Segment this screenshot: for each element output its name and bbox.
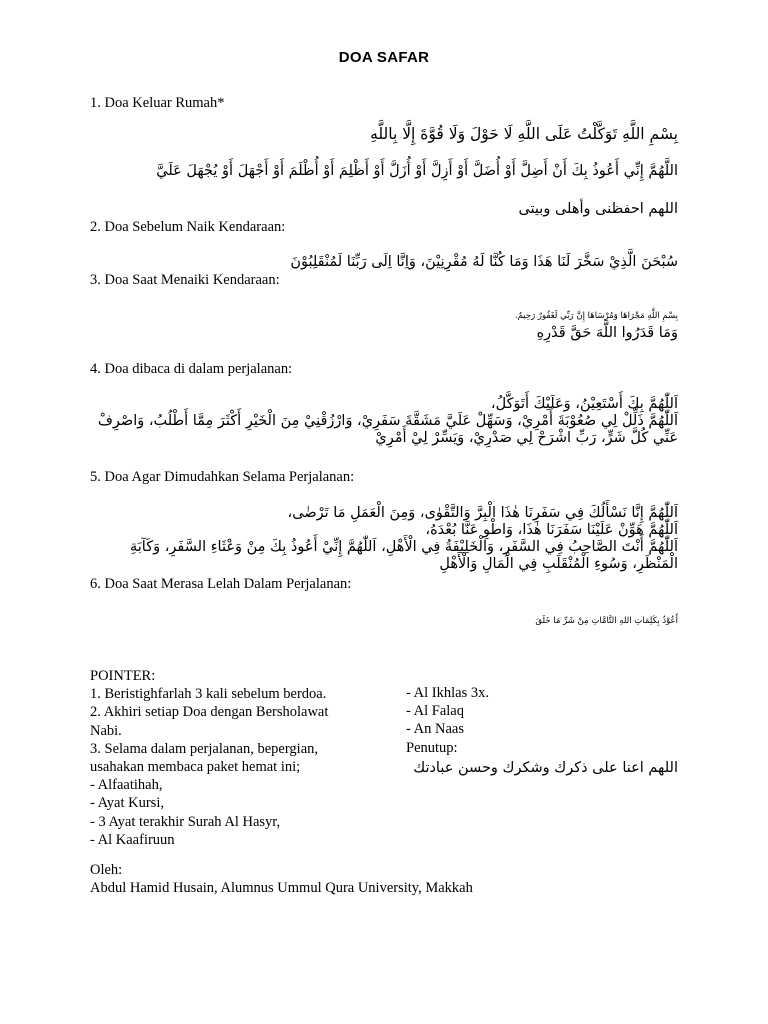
- section-5-arabic-line-3: اَللّٰهُمَّ أَنْتَ الصَّاحِبُ فِي السَّفَرِ، وَالْخَلِيْفَةُ فِي الْأَهْلِ، اَللّٰهُمَّ إِنِّيْ أَعُوذُ بِكَ مِنْ وَعْثَاءِ السَّفَرِ، وَكَآبَةِ: [129, 539, 678, 555]
- pointer-surah-line: - Al Falaq: [406, 703, 464, 720]
- pointer-line: Nabi.: [90, 722, 122, 739]
- section-1-arabic-line-3: اللهم احفظنى وأهلى وبيتى: [518, 201, 678, 217]
- section-3-arabic-line-1: بِسْمِ اللَّهِ مَجْرَاهَا وَمُرْسَاهَا إِنَّ رَبِّي لَغَفُورٌ رَحِيمٌ.: [514, 311, 678, 321]
- pointer-line: - Alfaatihah,: [90, 777, 163, 794]
- document-title: DOA SAFAR: [338, 49, 430, 66]
- section-5-arabic-line-2: اَللّٰهُمَّ هَوِّنْ عَلَيْنَا سَفَرَنَا هٰذَا، وَاطْوِ عَنَّا بُعْدَهُ،: [425, 522, 678, 538]
- section-3-heading: 3. Doa Saat Menaiki Kendaraan:: [90, 272, 280, 288]
- section-2-arabic-line-1: سُبْحَنَ الَّذِيْ سَخَّرَ لَنَا هَذَا وَمَا كُنَّا لَهُ مُقْرِنِيْنَ، وَاِنَّا اِلَى رَبِّنَا لَمُنْقَلِبُوْنَ: [290, 254, 678, 270]
- author-name: Abdul Hamid Husain, Alumnus Ummul Qura University, Makkah: [90, 880, 473, 897]
- penutup-arabic: اللهم اعنا على ذكرك وشكرك وحسن عبادتك: [413, 759, 678, 776]
- section-6-arabic-line-1: أَعُوْذُ بِكَلِمَاتِ اللهِ التَّامَّاتِ مِنْ شَرِّ مَا خَلَقَ: [535, 616, 678, 626]
- pointer-line: - Ayat Kursi,: [90, 795, 164, 812]
- pointer-surah-line: - Al Ikhlas 3x.: [406, 685, 489, 701]
- pointer-surah-line: - An Naas: [406, 721, 464, 738]
- author-block: [90, 861, 473, 897]
- section-4-heading: 4. Doa dibaca di dalam perjalanan:: [90, 361, 293, 377]
- section-2-heading: 2. Doa Sebelum Naik Kendaraan:: [90, 219, 286, 235]
- pointer-left-column: [90, 667, 390, 849]
- section-6-heading: 6. Doa Saat Merasa Lelah Dalam Perjalanan:: [90, 576, 352, 592]
- section-5-heading: 5. Doa Agar Dimudahkan Selama Perjalanan:: [90, 469, 355, 485]
- pointer-line: 1. Beristighfarlah 3 kali sebelum berdoa.: [90, 686, 327, 703]
- pointer-heading: POINTER:: [90, 668, 156, 684]
- penutup-label: Penutup:: [406, 739, 458, 756]
- section-4-arabic-line-2: اَللّٰهُمَّ ذَلِّلْ لِي صُعُوْبَةَ أَمْرِيْ، وَسَهِّلْ عَلَيَّ مَشَقَّةَ سَفَرِيْ، وَارْزُقْنِيْ مِنَ الْخَيْرِ أَكْثَرَ مِمَّا أَطْلُبُ، وَاصْرِفْ: [97, 413, 678, 429]
- section-1-arabic-line-2: اللَّهُمَّ إِنِّي أَعُوذُ بِكَ أَنْ أَضِلَّ أَوْ أُضَلَّ أَوْ أَزِلَّ أَوْ أُزَلَّ أَوْ أَظْلِمَ أَوْ أُظْلَمَ أَوْ أَجْهَلَ أَوْ يُجْهَلَ عَلَيَّ: [156, 163, 678, 179]
- section-4-arabic-line-1: اَللّٰهُمَّ بِكَ أَسْتَعِيْنُ، وَعَلَيْكَ أَتَوَكَّلُ،: [490, 396, 678, 412]
- section-3-arabic-line-2: وَمَا قَدَرُوا اللَّهَ حَقَّ قَدْرِهِ: [536, 325, 678, 341]
- section-5-arabic-block: [90, 505, 678, 573]
- section-5-arabic-line-1: اَللّٰهُمَّ إِنَّا نَسْأَلُكَ فِي سَفَرِنَا هٰذَا الْبِرَّ وَالتَّقْوٰى، وَمِنَ الْعَمَلِ مَا تَرْضٰى،: [287, 505, 678, 521]
- section-1-arabic-line-1: بِسْمِ اللَّهِ تَوَكَّلْتُ عَلَى اللَّهِ لَا حَوْلَ وَلَا قُوَّةَ إِلَّا بِاللَّهِ: [370, 125, 678, 143]
- section-4-arabic-line-3: عَنِّي كُلَّ شَرٍّ، رَبِّ اشْرَحْ لِي صَدْرِيْ، وَيَسِّرْ لِيْ أَمْرِيْ: [375, 430, 678, 446]
- pointer-line: 2. Akhiri setiap Doa dengan Bersholawat: [90, 704, 329, 721]
- pointer-line: - Al Kaafiruun: [90, 831, 175, 848]
- author-label: Oleh:: [90, 862, 123, 878]
- pointer-right-column: [406, 684, 678, 777]
- pointer-line: - 3 Ayat terakhir Surah Al Hasyr,: [90, 813, 281, 830]
- section-1-heading: 1. Doa Keluar Rumah*: [90, 95, 225, 111]
- pointer-line: usahakan membaca paket hemat ini;: [90, 759, 301, 776]
- pointer-line: 3. Selama dalam perjalanan, bepergian,: [90, 740, 319, 757]
- section-4-arabic-block: [90, 396, 678, 447]
- section-5-arabic-line-4: الْمَنْظَرِ، وَسُوءِ الْمُنْقَلَبِ فِي الْمَالِ وَالْأَهْلِ: [439, 556, 678, 572]
